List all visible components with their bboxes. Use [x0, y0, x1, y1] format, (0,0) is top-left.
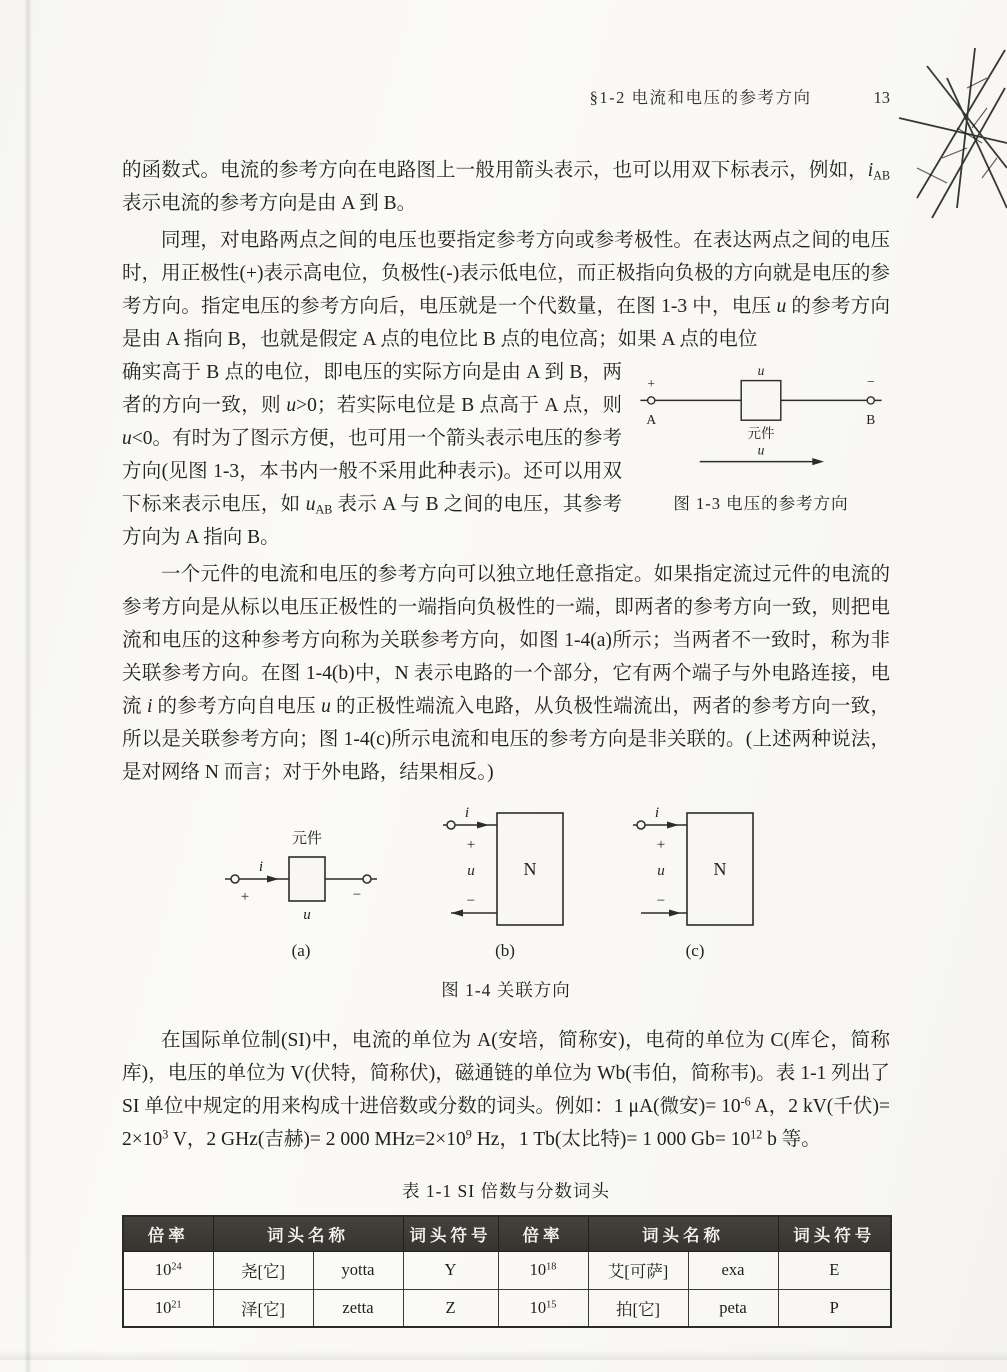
current-arrowhead-icon: [477, 822, 489, 829]
table-cell: exa: [688, 1251, 778, 1289]
arrowhead-icon: [812, 458, 824, 465]
subfigure-a-tag: (a): [291, 941, 311, 960]
table-header-cell: 词头符号: [778, 1216, 891, 1251]
figure-1-4b-diagram: [439, 805, 571, 933]
subfigure-b-tag: (b): [495, 941, 515, 960]
table-cell: $10^{15}$: [498, 1289, 588, 1327]
table-cell: peta: [688, 1289, 778, 1327]
paragraph-1: 的函数式。电流的参考方向在电路图上一般用箭头表示，也可以用双下标表示，例如，$i_{AB}$ 表示电流的参考方向是由 A 到 B。: [122, 160, 890, 214]
table-cell: Z: [403, 1289, 498, 1327]
table-header-cell: 词头符号: [403, 1216, 498, 1251]
minus-sign: −: [866, 374, 875, 389]
page-number: 13: [873, 88, 890, 107]
figure-1-4c-diagram: [629, 805, 761, 933]
element-box: [289, 857, 325, 901]
table-row: [123, 1251, 891, 1289]
element-box: [741, 381, 781, 421]
figure-1-4b: [439, 805, 571, 961]
paragraph-2b: 确实高于 B 点的电位，即电压的实际方向是由 A 到 B，两者的方向一致，则 u>0；若实际电位是 B 点高于 A 点，则 u<0。有时为了图示方便，也可用一个箭头表示电压的参考方向(见图 1-3，本书内一般不采用此种表示)。还可以用双下标来表示电压，如 $u_{AB}$ 表示 A 与 B 之间的电压，其参考方向为 A 指向 B。: [122, 362, 622, 548]
voltage-label: u: [303, 907, 311, 923]
figure-1-4a: [221, 829, 381, 961]
minus-sign: −: [466, 893, 476, 909]
current-label: i: [258, 859, 264, 875]
figure-1-4c: [629, 805, 761, 961]
terminal-b-node: [867, 397, 874, 404]
plus-sign: +: [240, 889, 250, 905]
minus-sign: −: [352, 887, 362, 903]
current-label: i: [654, 805, 660, 821]
figure-1-4-subfigures: [122, 805, 890, 961]
table-cell: $10^{24}$: [123, 1251, 213, 1289]
figure-1-4-caption: 图 1-4 关联方向: [441, 980, 571, 1000]
terminal-node: [447, 821, 455, 829]
table-cell: 拍[它]: [588, 1289, 688, 1327]
plus-sign: +: [466, 837, 476, 853]
terminal-node: [363, 875, 371, 883]
paragraph-3: 一个元件的电流和电压的参考方向可以独立地任意指定。如果指定流过元件的电流的参考方向是从标以电压正极性的一端指向负极性的一端，即两者的参考方向一致，则把电流和电压的这种参考方向称为关联参考方向，如图 1-4(a)所示；当两者不一致时，称为非关联参考方向。在图 1-4(b)中，N 表示电路的一个部分，它有两个端子与外电路连接，电流 i 的参考方向自电压 u 的正极性端流入电路，从负极性端流出，两者的参考方向一致，所以是关联参考方向；图 1-4(c)所示电流和电压的参考方向是非关联的。(上述两种说法，是对网络 N 而言；对于外电路，结果相反。): [122, 564, 890, 783]
plus-sign: +: [647, 375, 656, 391]
table-cell: zetta: [313, 1289, 403, 1327]
table-header-cell: 词头名称: [213, 1216, 403, 1251]
current-arrowhead-icon: [669, 910, 681, 917]
element-label: 元件: [291, 831, 323, 847]
element-label: 元件: [747, 426, 775, 442]
paragraph-2-with-figure: [122, 356, 890, 554]
decorative-corner-mark: [887, 48, 1007, 238]
current-arrowhead-icon: [667, 822, 679, 829]
table-cell: 尧[它]: [213, 1251, 313, 1289]
figure-1-4: [122, 805, 890, 1002]
figure-1-3: [632, 360, 890, 514]
table-cell: E: [778, 1251, 891, 1289]
table-cell: $10^{18}$: [498, 1251, 588, 1289]
plus-sign: +: [656, 837, 666, 853]
terminal-b-label: B: [866, 411, 876, 427]
table-cell: P: [778, 1289, 891, 1327]
table-cell: Y: [403, 1251, 498, 1289]
voltage-label: u: [467, 863, 475, 879]
paragraph-2a: 同理，对电路两点之间的电压也要指定参考方向或参考极性。在表达两点之间的电压时，用正极性(+)表示高电位，负极性(-)表示低电位，而正极指向负极的方向就是电压的参考方向。指定电压的参考方向后，电压就是一个代数量，在图 1-3 中，电压 u 的参考方向是由 A 指向 B，也就是假定 A 点的电位比 B 点的电位高；如果 A 点的电位: [122, 230, 890, 350]
figure-1-3-diagram: [635, 364, 887, 480]
table-caption: 表 1-1 SI 倍数与分数词头: [401, 1181, 610, 1201]
voltage-arrow-label: u: [757, 442, 765, 458]
network-label: N: [523, 859, 537, 879]
network-label: N: [713, 859, 727, 879]
terminal-a-node: [648, 397, 655, 404]
current-arrowhead-icon: [267, 876, 279, 883]
voltage-label: u: [657, 863, 665, 879]
minus-sign: −: [656, 893, 666, 909]
table-header-row: [123, 1216, 891, 1251]
table-cell: $10^{21}$: [123, 1289, 213, 1327]
terminal-node: [231, 875, 239, 883]
subfigure-c-tag: (c): [685, 941, 705, 960]
table-cell: yotta: [313, 1251, 403, 1289]
table-header-cell: 倍率: [123, 1216, 213, 1251]
page-content: [122, 0, 890, 1328]
running-header: [122, 84, 890, 108]
table-header-cell: 倍率: [498, 1216, 588, 1251]
figure-1-3-caption: 图 1-3 电压的参考方向: [673, 494, 849, 513]
table-header-cell: 词头名称: [588, 1216, 778, 1251]
paragraph-4: 在国际单位制(SI)中，电流的单位为 A(安培，简称安)，电荷的单位为 C(库仑，简称库)，电压的单位为 V(伏特，简称伏)，磁通链的单位为 Wb(韦伯，简称韦)。表 1-1 列出了 SI 单位中规定的用来构成十进倍数或分数的词头。例如：1 μA(微安)= $10^{-6}$ A，2 kV(千伏)= $2\times 10^3$ V，2 GHz(吉赫)= 2 000 $MHz=2\times 10^9$ Hz，1 Tb(太比特)= 1 000 $Gb= 10^{12}$ b 等。: [122, 1030, 890, 1150]
current-label: i: [464, 805, 470, 821]
si-prefix-table: [122, 1215, 892, 1328]
current-arrowhead-icon: [451, 910, 463, 917]
table-cell: 艾[可萨]: [588, 1251, 688, 1289]
table-row: [123, 1289, 891, 1327]
terminal-a-label: A: [646, 411, 657, 427]
terminal-node: [637, 821, 645, 829]
voltage-label: u: [757, 364, 765, 379]
figure-1-4a-diagram: [221, 829, 381, 933]
section-title: §1-2 电流和电压的参考方向: [589, 88, 812, 107]
table-cell: 泽[它]: [213, 1289, 313, 1327]
